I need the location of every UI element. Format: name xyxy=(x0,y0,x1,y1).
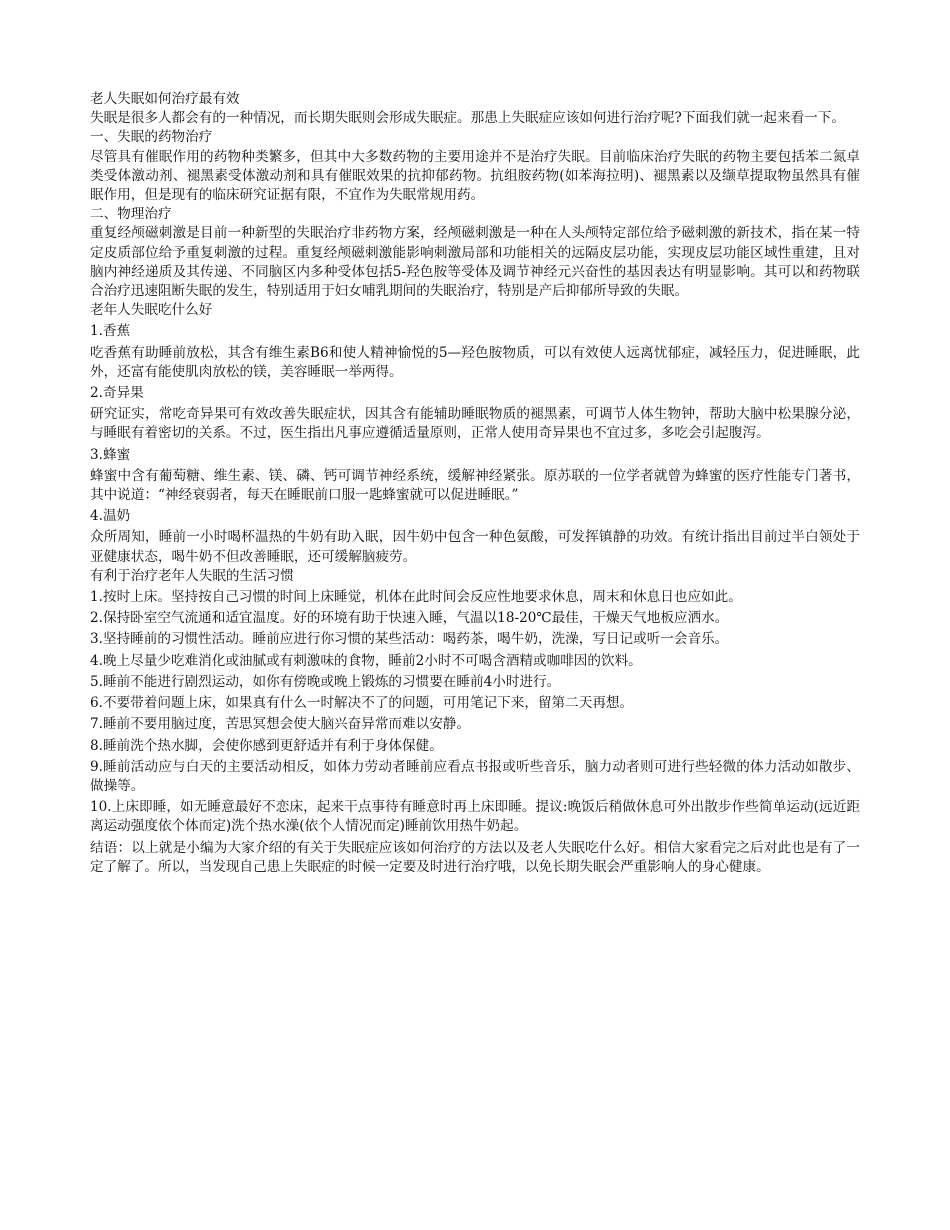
intro-paragraph: 失眠是很多人都会有的一种情况，而长期失眠则会形成失眠症。那患上失眠症应该如何进行治疗呢?下面我们就一起来看一下。 xyxy=(90,110,845,127)
drug-treatment-paragraph: 尽管具有催眠作用的药物种类繁多，但其中大多数药物的主要用途并不是治疗失眠。目前临床治疗失眠的药物主要包括苯二氮卓类受体激动剂、褪黑素受体激动剂和具有催眠效果的抗抑郁药物。抗组胺药物(如苯海拉明)、褪黑素以及缬草提取物虽然具有催眠作用，但是现有的临床研究证据有限，不宜作为失眠常规用药。 xyxy=(90,148,860,204)
habit-list-item: 7.睡前不要用脑过度，苦思冥想会使大脑兴奋异常而难以安静。 xyxy=(90,716,470,733)
habit-list-item: 5.睡前不能进行剧烈运动，如你有傍晚或晚上锻炼的习惯要在睡前4小时进行。 xyxy=(90,673,561,690)
conclusion-paragraph: 结语：以上就是小编为大家介绍的有关于失眠症应该如何治疗的方法以及老人失眠吃什么好。相信大家看完之后对此也是有了一定了解了。所以，当发现自己患上失眠症的时候一定要及时进行治疗哦，以免长期失眠会严重影响人的身心健康。 xyxy=(90,839,860,875)
food-item-body: 研究证实，常吃奇异果可有效改善失眠症状，因其含有能辅助睡眠物质的褪黑素，可调节人体生物钟，帮助大脑中松果腺分泌，与睡眠有着密切的关系。不过，医生指出凡事应遵循适量原则，正常人使用奇异果也不宜过多，多吃会引起腹泻。 xyxy=(90,406,860,442)
section-heading-drug-treatment: 一、失眠的药物治疗 xyxy=(90,129,213,146)
document-page xyxy=(90,90,860,877)
habit-list-item: 10.上床即睡，如无睡意最好不恋床，起来干点事待有睡意时再上床即睡。提议:晚饭后稍做休息可外出散步作些简单运动(远近距离运动强度依个体而定)洗个热水澡(依个人情况而定)睡前饮用热牛奶起。 xyxy=(90,799,860,835)
habit-list-item: 9.睡前活动应与白天的主要活动相反，如体力劳动者睡前应看点书报或听些音乐，脑力动者则可进行些轻微的体力活动如散步、做操等。 xyxy=(90,758,860,794)
habit-list-item: 4.晚上尽量少吃难消化或油腻或有刺激味的食物，睡前2小时不可喝含酒精或咖啡因的饮料。 xyxy=(90,652,642,669)
food-item-title: 3.蜂蜜 xyxy=(90,446,131,463)
food-item-title: 1.香蕉 xyxy=(90,323,131,340)
habit-list-item: 2.保持卧室空气流通和适宜温度。好的环境有助于快速入睡，气温以18-20℃最佳，干燥天气地板应洒水。 xyxy=(90,610,729,627)
document-title: 老人失眠如何治疗最有效 xyxy=(90,91,240,107)
food-item-title: 2.奇异果 xyxy=(90,385,144,402)
food-item-title: 4.温奶 xyxy=(90,508,131,525)
section-heading-foods: 老年人失眠吃什么好 xyxy=(90,302,213,319)
habit-list-item: 1.按时上床。坚持按自己习惯的时间上床睡觉，机体在此时间会反应性地要求休息，周末和休息日也应如此。 xyxy=(90,589,742,606)
physical-therapy-paragraph: 重复经颅磁刺激是目前一种新型的失眠治疗非药物方案，经颅磁刺激是一种在人头颅特定部位给予磁刺激的新技术，指在某一特定皮质部位给予重复刺激的过程。重复经颅磁刺激能影响刺激局部和功能相关的远隔皮层功能，实现皮层功能区域性重建，且对脑内神经递质及其传递、不同脑区内多种受体包括5-羟色胺等受体及调节神经元兴奋性的基因表达有明显影响。其可以和药物联合治疗迅速阻断失眠的发生，特别适用于妇女哺乳期间的失眠治疗，特别是产后抑郁所导致的失眠。 xyxy=(90,225,860,300)
food-item-body: 吃香蕉有助睡前放松，其含有维生素B6和使人精神愉悦的5—羟色胺物质，可以有效使人远离忧郁症，减轻压力，促进睡眠，此外，还富有能使肌肉放松的镁，美容睡眠一举两得。 xyxy=(90,344,860,380)
habit-list-item: 6.不要带着问题上床，如果真有什么一时解决不了的问题，可用笔记下来，留第二天再想。 xyxy=(90,695,634,712)
food-item-body: 众所周知，睡前一小时喝杯温热的牛奶有助入眠，因牛奶中包含一种色氨酸，可发挥镇静的功效。有统计指出目前过半白领处于亚健康状态，喝牛奶不但改善睡眠，还可缓解脑疲劳。 xyxy=(90,529,860,565)
habit-list-item: 3.坚持睡前的习惯性活动。睡前应进行你习惯的某些活动：喝药茶，喝牛奶，洗澡，写日记或听一会音乐。 xyxy=(90,631,729,648)
food-item-body: 蜂蜜中含有葡萄糖、维生素、镁、磷、钙可调节神经系统，缓解神经紧张。原苏联的一位学者就曾为蜂蜜的医疗性能专门著书，其中说道：“神经衰弱者，每天在睡眠前口服一匙蜂蜜就可以促进睡眠。” xyxy=(90,467,860,504)
section-heading-physical-therapy: 二、物理治疗 xyxy=(90,206,172,223)
section-heading-habits: 有利于治疗老年人失眠的生活习惯 xyxy=(90,567,294,584)
habit-list-item: 8.睡前洗个热水脚，会使你感到更舒适并有利于身体保健。 xyxy=(90,737,443,754)
